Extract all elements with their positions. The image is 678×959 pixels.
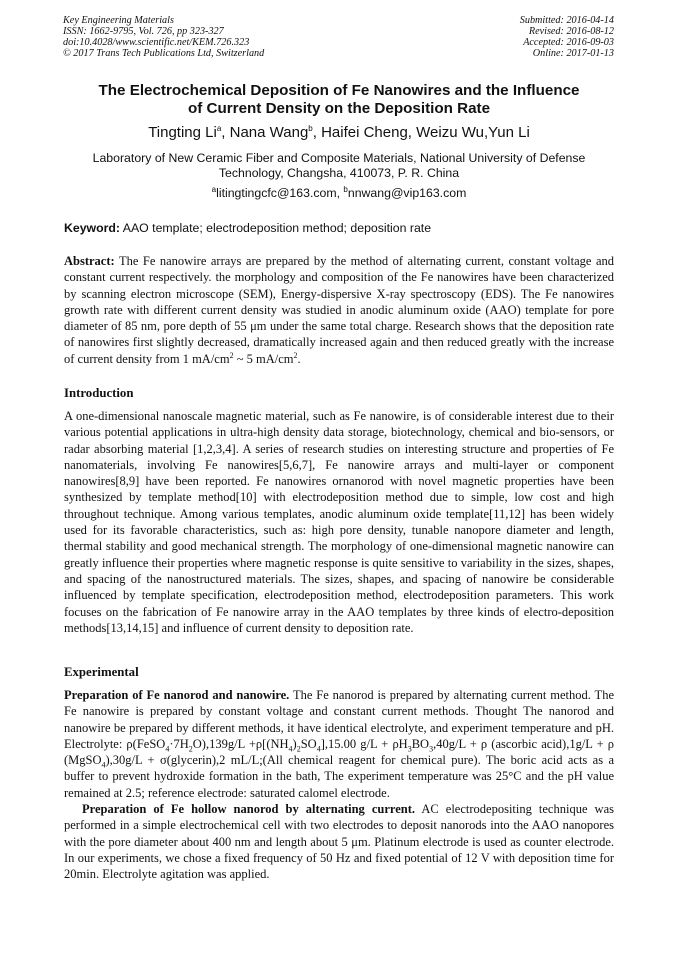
p1-text: The Fe nanorod is prepared by alternating current method. The Fe nanowire is prepared by constant voltage and constant current methods. Thought The nanorod and nanowire be prepared by different methods, it have identical electrolyte, and experiment temperature and pH. Electrolyte: ρ(FeSO bbox=[64, 688, 614, 751]
keyword-text: AAO template; electrodeposition method; deposition rate bbox=[120, 221, 432, 235]
email-2[interactable]: nnwang@vip163.com bbox=[347, 186, 467, 200]
experimental-paragraph-2 bbox=[64, 801, 614, 882]
journal-doi: doi:10.4028/www.scientific.net/KEM.726.323 bbox=[63, 37, 250, 48]
experimental-heading: Experimental bbox=[64, 665, 139, 679]
revised-date: Revised: 2016-08-12 bbox=[528, 26, 614, 37]
subscript: 4 bbox=[316, 744, 321, 754]
p1-text: ],15.00 g/L + ρH bbox=[320, 736, 408, 751]
submission-dates bbox=[520, 15, 614, 59]
superscript: 2 bbox=[229, 350, 234, 360]
subscript: 3 bbox=[429, 744, 434, 754]
accepted-date: Accepted: 2016-09-03 bbox=[523, 37, 614, 48]
author-2-mark: b bbox=[308, 124, 313, 133]
title-line-2: of Current Density on the Deposition Rate bbox=[187, 100, 491, 117]
abstract-text-2: ~ 5 mA/cm bbox=[233, 351, 294, 366]
subscript: 2 bbox=[296, 744, 301, 754]
subscript: 3 bbox=[407, 744, 412, 754]
paragraph-2-label: Preparation of Fe hollow nanorod by alternating current. bbox=[82, 802, 416, 817]
introduction-paragraph: A one-dimensional nanoscale magnetic material, such as Fe nanowire, is of considerable interest due to their various potential applications in ultra-high density data storage, biotechnology, chemical and bio-sensors, or radar absorbing material [1,2,3,4]. A series of research studies on interesting structure and properties of Fe nanomaterials, involving Fe nanowires[5,6,7], Fe nanowire arrays and multi-layer or component nanowires[8,9] have been reported. Fe nanowires ornanorod with novel magnetic properties have been synthesized by template method[10] with electrodeposition method due to simple, low cost and high throughout technique. Among various templates, anodic aluminum oxide template[11,12] has been widely used for its favorable characteristics, such as: high pore density, tunable nanopore diameter and length, thermal stability and good mechanical strength. The morphology of one-dimensional magnetic nanowire can greatly influence their properties where magnetic response is quite sensitive to variability in the sizes, shapes, and spacing of the nanostructured materials. The sizes, shapes, and spacing of nanowire be considerable influenced by template specification, electrodeposition method, electrodeposition parameters. This work focuses on the fabrication of Fe nanowire array in the AAO templates by three kinds of electro-deposition methods[13,14,15] and influence of current density to deposition rate. bbox=[64, 409, 614, 635]
experimental-section bbox=[64, 687, 614, 883]
journal-name: Key Engineering Materials bbox=[63, 15, 174, 26]
author-1-mark: a bbox=[216, 124, 222, 133]
author-list bbox=[60, 124, 618, 142]
abstract-text: The Fe nanowire arrays are prepared by the method of alternating current, constant voltage and constant current respectively. the morphology and composition of the Fe nanowires have been characterized by scanning electron microscope (SEM), Energy-dispersive X-ray spectroscopy (EDS). The Fe nanowires growth rate with different current density was studied in anodic aluminum oxide (AAO) template for pore diameter of 85 nm, pore depth of 55 μm under the same total charge. Research shows that the deposition rate of nanowires first slightly decreased, dramatically increased again and then reduced greatly with the increase of current density from 1 mA/cm bbox=[64, 254, 614, 366]
paragraph-1-label: Preparation of Fe nanorod and nanowire. bbox=[64, 688, 290, 702]
journal-info bbox=[63, 15, 264, 59]
other-authors: , Haifei Cheng, Weizu Wu,Yun Li bbox=[312, 124, 530, 141]
email-1-mark: a bbox=[211, 184, 217, 194]
p1-text: O),139g/L +ρ[(NH bbox=[192, 736, 289, 751]
journal-copyright: © 2017 Trans Tech Publications Ltd, Switzerland bbox=[63, 48, 265, 59]
p1-text: ),30g/L + σ(glycerin),2 mL/L;(All chemical reagent for chemical pure). The boric acid acts as a buffer to prevent hydroxide formation in the bath, The experiment temperature was 25°C and the pH value remained at 2.5; reference electrode: saturated calomel electrode. bbox=[64, 753, 614, 800]
author-2: , Nana Wang bbox=[221, 124, 309, 141]
abstract-label: Abstract: bbox=[64, 254, 115, 268]
introduction-heading: Introduction bbox=[64, 386, 134, 400]
submitted-date: Submitted: 2016-04-14 bbox=[519, 15, 614, 26]
subscript: 4 bbox=[101, 760, 106, 770]
title-line-1: The Electrochemical Deposition of Fe Nanowires and the Influence bbox=[98, 82, 580, 99]
subscript: 4 bbox=[165, 744, 170, 754]
email-2-mark: b bbox=[343, 184, 348, 194]
p1-text: ·7H bbox=[169, 736, 189, 751]
paragraph-2-text: AC electrodepositing technique was performed in a simple electrochemical cell with two electrodes to deposit nanorods into the AAO nanopores with the pore diameter about 400 nm and length about 5 μm. Platinum electrode is used as counter electrode. In our experiments, we chose a fixed frequency of 50 Hz and fixed potential of 12 V with deposition time for 20min. Electrolyte agitation was applied. bbox=[64, 802, 614, 882]
subscript: 4 bbox=[288, 744, 293, 754]
p1-text: ) bbox=[292, 736, 297, 751]
affiliation bbox=[60, 151, 618, 181]
abstract-end: . bbox=[297, 351, 301, 366]
p1-text: SO bbox=[300, 736, 317, 751]
author-1: Tingting Li bbox=[148, 124, 217, 141]
keywords bbox=[64, 221, 614, 236]
superscript: 2 bbox=[293, 350, 298, 360]
affiliation-line-2: Technology, Changsha, 410073, P. R. China bbox=[218, 166, 460, 180]
abstract bbox=[64, 253, 614, 367]
affiliation-line-1: Laboratory of New Ceramic Fiber and Composite Materials, National University of Defense bbox=[92, 151, 586, 165]
subscript: 2 bbox=[188, 744, 193, 754]
keyword-label: Keyword: bbox=[64, 221, 121, 235]
author-emails bbox=[60, 186, 618, 201]
experimental-paragraph-1 bbox=[64, 687, 614, 801]
journal-issn: ISSN: 1662-9795, Vol. 726, pp 323-327 bbox=[63, 26, 224, 37]
p1-text: BO bbox=[411, 736, 430, 751]
email-1[interactable]: litingtingcfc@163.com, bbox=[216, 186, 344, 200]
online-date: Online: 2017-01-13 bbox=[532, 48, 614, 59]
p1-text: ,40g/L + ρ (ascorbic acid),1g/L + ρ (MgSO bbox=[64, 736, 615, 768]
paper-title bbox=[60, 82, 618, 118]
